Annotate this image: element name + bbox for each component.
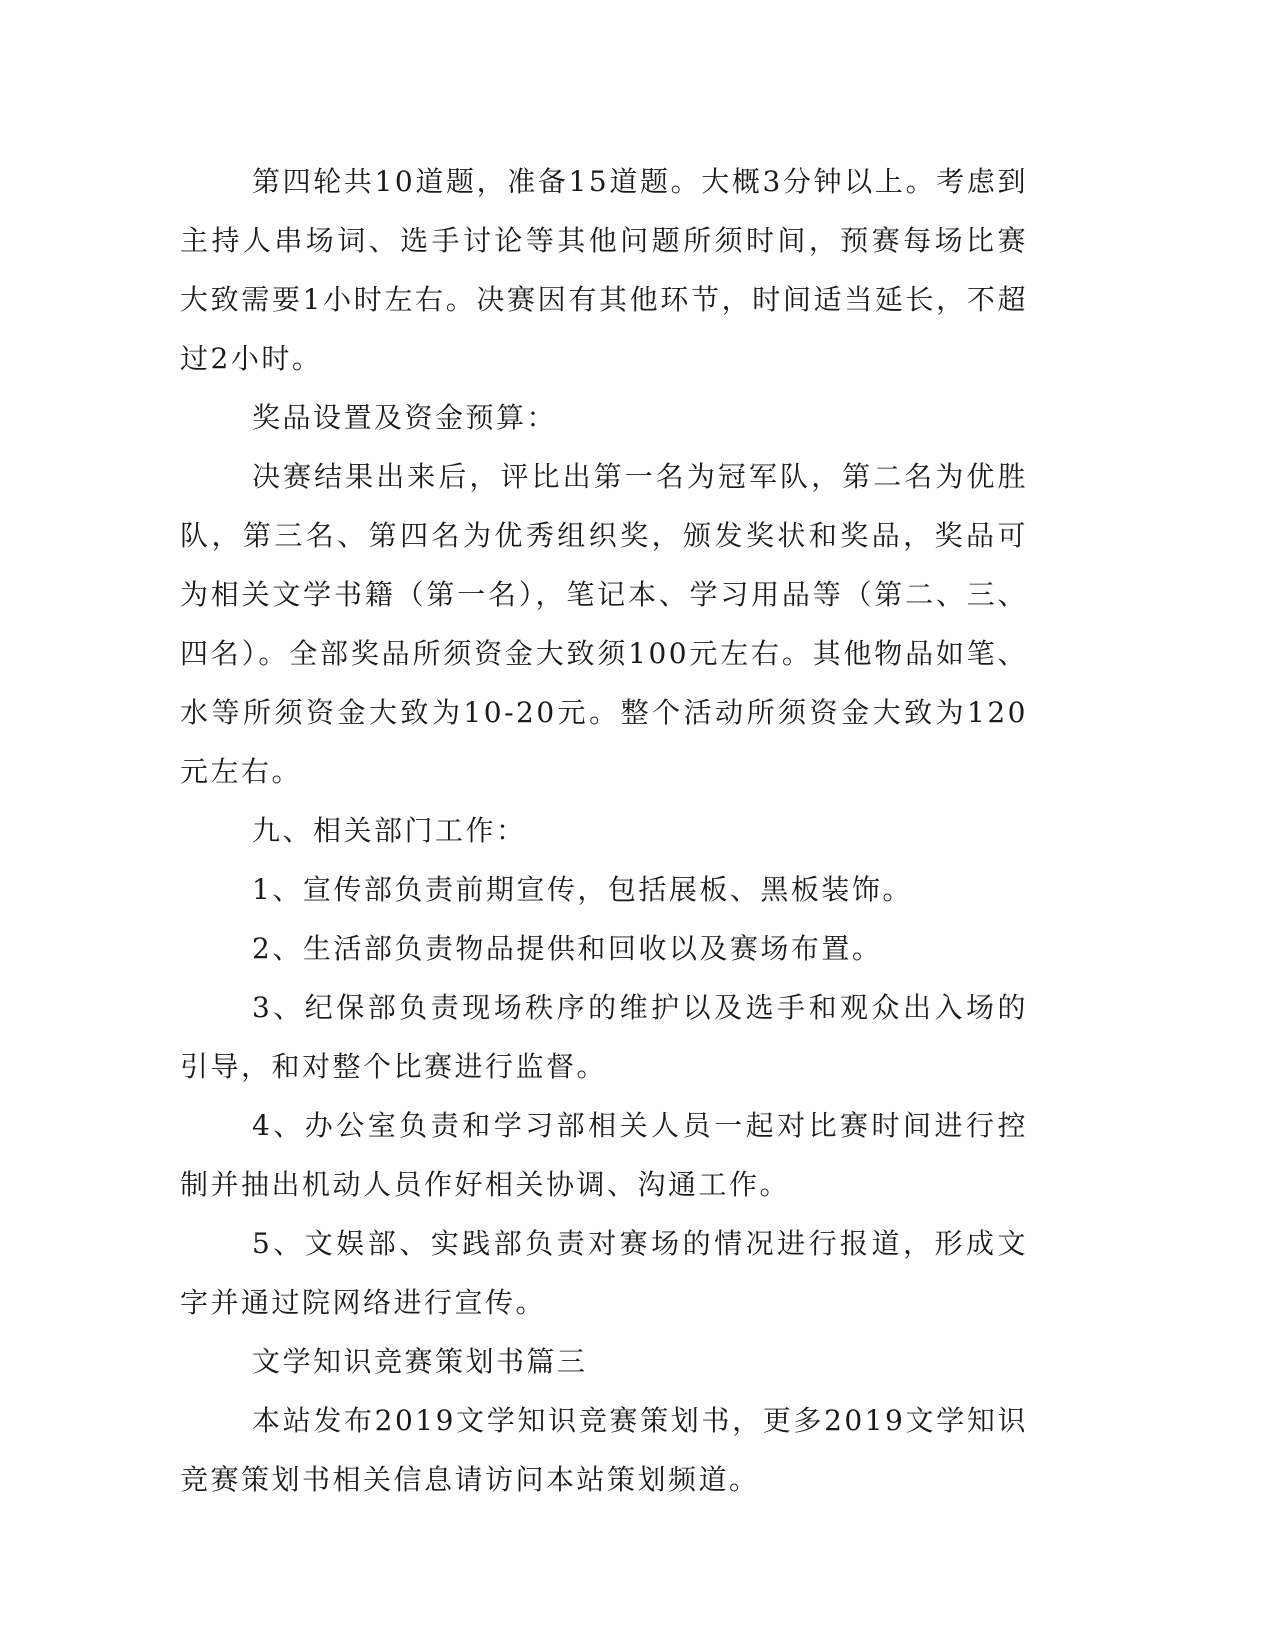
list-item-discipline-dept: 3、纪保部负责现场秩序的维护以及选手和观众出入场的引导，和对整个比赛进行监督。: [180, 991, 1028, 1083]
list-item-entertainment-dept: 5、文娱部、实践部负责对赛场的情况进行报道，形成文字并通过院网络进行宣传。: [180, 1227, 1028, 1319]
list-item-office: 4、办公室负责和学习部相关人员一起对比赛时间进行控制并抽出机动人员作好相关协调、沟通工作。: [180, 1109, 1028, 1201]
section-title-part-three: 文学知识竞赛策划书篇三: [252, 1345, 588, 1378]
heading-prizes-budget: 奖品设置及资金预算：: [252, 401, 558, 434]
paragraph-prizes-budget: 决赛结果出来后，评比出第一名为冠军队，第二名为优胜队，第三名、第四名为优秀组织奖，颁发奖状和奖品，奖品可为相关文学书籍（第一名），笔记本、学习用品等（第二、三、四名）。全部奖品所须资金大致须100元左右。其他物品如笔、水等所须资金大致为10-20元。整个活动所须资金大致为120元左右。: [180, 460, 1028, 788]
list-item-life-dept: 2、生活部负责物品提供和回收以及赛场布置。: [252, 932, 883, 965]
document-body: [180, 152, 1028, 1509]
list-item-publicity-dept: 1、宣传部负责前期宣传，包括展板、黑板装饰。: [252, 873, 913, 906]
paragraph-round-four-timing: 第四轮共10道题，准备15道题。大概3分钟以上。考虑到主持人串场词、选手讨论等其他问题所须时间，预赛每场比赛大致需要1小时左右。决赛因有其他环节，时间适当延长，不超过2小时。: [180, 165, 1028, 375]
paragraph-site-notice: 本站发布2019文学知识竞赛策划书，更多2019文学知识竞赛策划书相关信息请访问本站策划频道。: [180, 1404, 1028, 1496]
heading-department-work: 九、相关部门工作：: [252, 814, 527, 847]
